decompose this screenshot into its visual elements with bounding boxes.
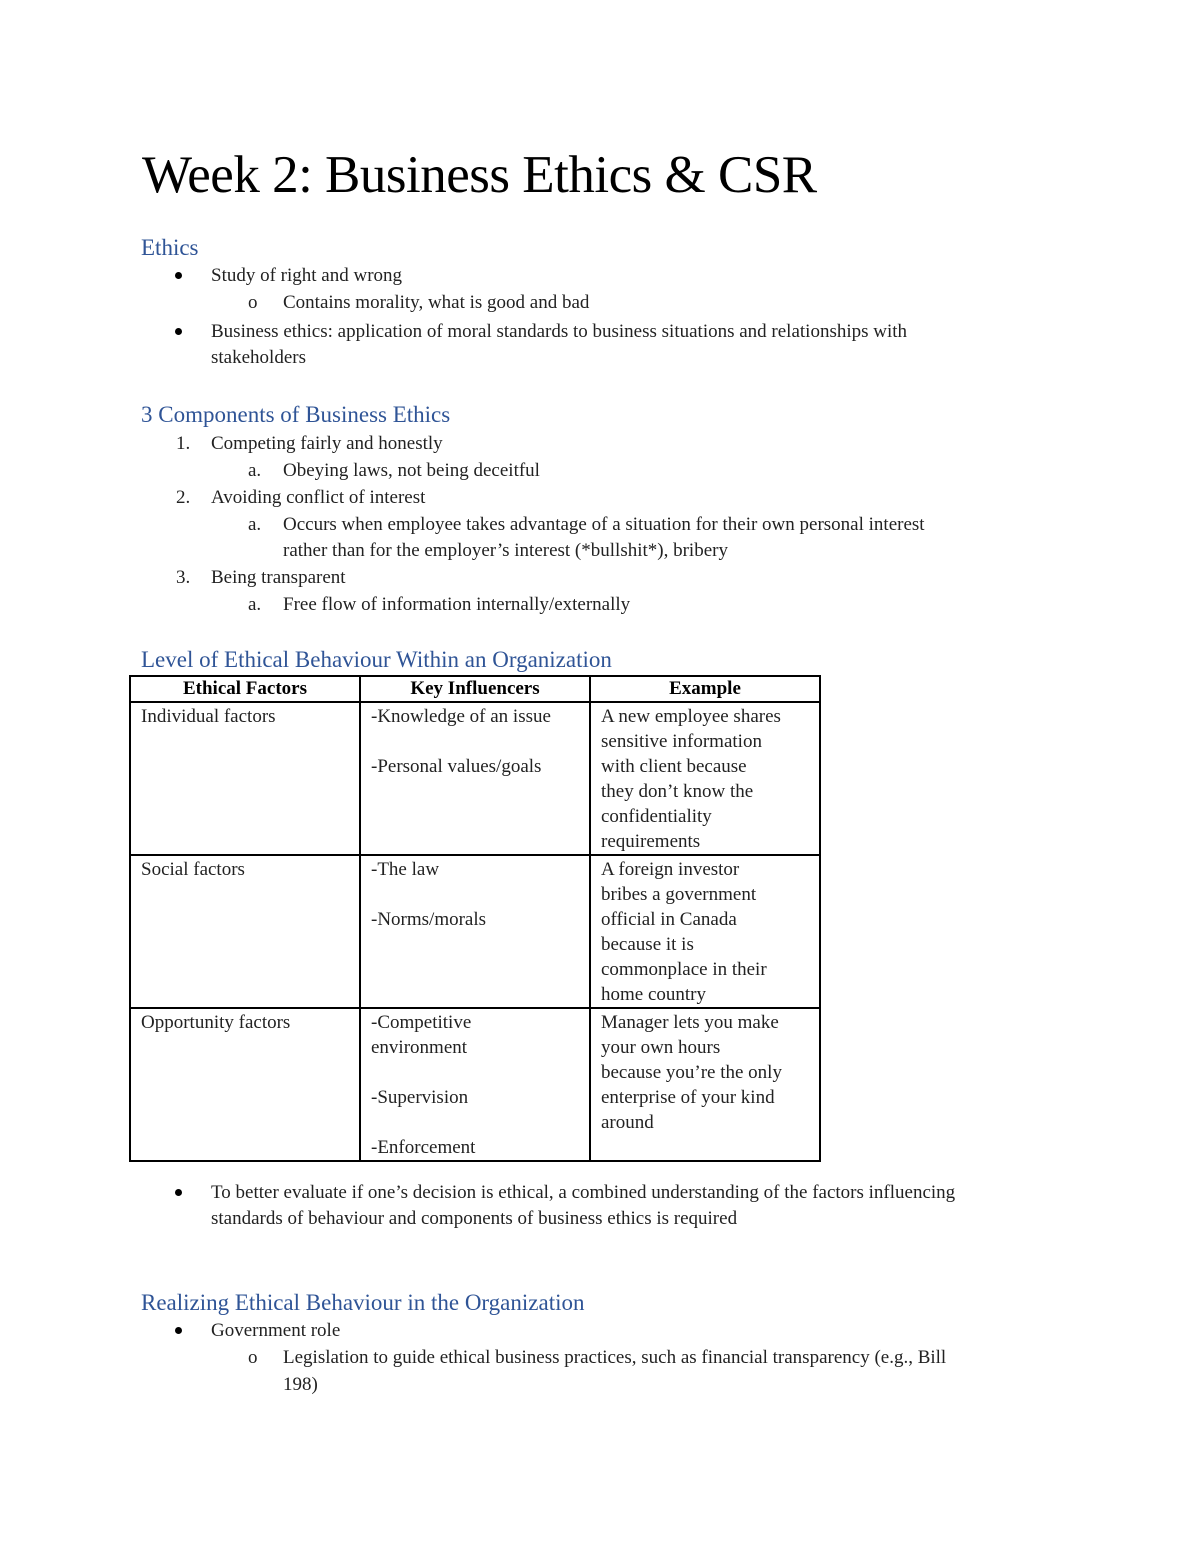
table-header-row xyxy=(130,676,820,702)
page-title: Week 2: Business Ethics & CSR xyxy=(142,146,817,204)
component-item-1: Competing fairly and honestly xyxy=(211,433,443,454)
column-header: Ethical Factors xyxy=(130,676,360,702)
factor-cell: Opportunity factors xyxy=(130,1008,360,1161)
table-row xyxy=(130,1008,820,1161)
factor-cell: Social factors xyxy=(130,855,360,1008)
ethics-bullet-1: Study of right and wrong xyxy=(211,265,403,286)
example-line: sensitive information xyxy=(601,731,762,752)
example-line: because it is xyxy=(601,934,694,955)
list-letter: a. xyxy=(248,594,262,615)
example-line: home country xyxy=(601,984,707,1005)
example-line: because you’re the only xyxy=(601,1062,782,1083)
column-header: Example xyxy=(590,676,820,702)
ethics-bullet-2-line1: Business ethics: application of moral standards to business situations and relationships with xyxy=(211,321,908,342)
level-note-line2: standards of behaviour and components of business ethics is required xyxy=(211,1208,738,1229)
component-item-2: Avoiding conflict of interest xyxy=(211,487,426,508)
example-line: A foreign investor xyxy=(601,859,740,880)
example-line: requirements xyxy=(601,831,701,852)
realizing-bullet-1: Government role xyxy=(211,1320,341,1341)
component-item-2-sub-line1: Occurs when employee takes advantage of a situation for their own personal interest xyxy=(283,514,925,535)
column-header: Key Influencers xyxy=(360,676,590,702)
realizing-bullet-1-sub-line2: 198) xyxy=(283,1374,318,1395)
table-row xyxy=(130,855,820,1008)
list-number: 1. xyxy=(176,433,191,454)
bullet-icon xyxy=(175,272,182,279)
component-item-2-sub-line2: rather than for the employer’s interest (*bullshit*), bribery xyxy=(283,540,728,561)
list-number: 3. xyxy=(176,567,191,588)
example-line: your own hours xyxy=(601,1037,721,1058)
influencer: -Supervision xyxy=(371,1087,469,1108)
example-line: they don’t know the xyxy=(601,781,754,802)
heading-realizing: Realizing Ethical Behaviour in the Organization xyxy=(141,1290,585,1315)
component-item-3-sub: Free flow of information internally/externally xyxy=(283,594,631,615)
influencer: -Competitive xyxy=(371,1012,472,1033)
example-line: with client because xyxy=(601,756,747,777)
influencers-cell xyxy=(360,1008,590,1161)
example-line: Manager lets you make xyxy=(601,1012,779,1033)
list-letter: a. xyxy=(248,460,262,481)
influencer: -Personal values/goals xyxy=(371,756,542,777)
example-line: official in Canada xyxy=(601,909,737,930)
level-note-line1: To better evaluate if one’s decision is ethical, a combined understanding of the factors influencing xyxy=(211,1182,956,1203)
component-item-3: Being transparent xyxy=(211,567,346,588)
ethics-bullet-1-sub: Contains morality, what is good and bad xyxy=(283,292,590,313)
example-line: A new employee shares xyxy=(601,706,781,727)
heading-components: 3 Components of Business Ethics xyxy=(141,402,451,427)
ethics-bullet-2-line2: stakeholders xyxy=(211,347,306,368)
influencer: -Norms/morals xyxy=(371,909,487,930)
realizing-bullet-1-sub-line1: Legislation to guide ethical business practices, such as financial transparency (e.g., Bill xyxy=(283,1347,947,1368)
bullet-icon xyxy=(175,1189,182,1196)
table-row xyxy=(130,702,820,855)
bullet-icon xyxy=(175,1327,182,1334)
influencer: -The law xyxy=(371,859,440,880)
factor-cell: Individual factors xyxy=(130,702,360,855)
list-number: 2. xyxy=(176,487,191,508)
influencers-cell xyxy=(360,855,590,1008)
influencer: environment xyxy=(371,1037,468,1058)
example-line: around xyxy=(601,1112,654,1133)
heading-ethics: Ethics xyxy=(141,235,199,260)
influencer: -Knowledge of an issue xyxy=(371,706,551,727)
bullet-icon xyxy=(175,328,182,335)
example-cell xyxy=(590,855,820,1008)
example-line: commonplace in their xyxy=(601,959,767,980)
sub-bullet-marker: o xyxy=(248,292,258,313)
example-line: enterprise of your kind xyxy=(601,1087,775,1108)
component-item-1-sub: Obeying laws, not being deceitful xyxy=(283,460,540,481)
heading-level: Level of Ethical Behaviour Within an Organization xyxy=(141,647,612,672)
sub-bullet-marker: o xyxy=(248,1347,258,1368)
example-line: confidentiality xyxy=(601,806,712,827)
example-cell xyxy=(590,702,820,855)
example-cell xyxy=(590,1008,820,1161)
influencers-cell xyxy=(360,702,590,855)
influencer: -Enforcement xyxy=(371,1137,476,1158)
list-letter: a. xyxy=(248,514,262,535)
example-line: bribes a government xyxy=(601,884,757,905)
ethical-factors-table xyxy=(129,675,821,1162)
